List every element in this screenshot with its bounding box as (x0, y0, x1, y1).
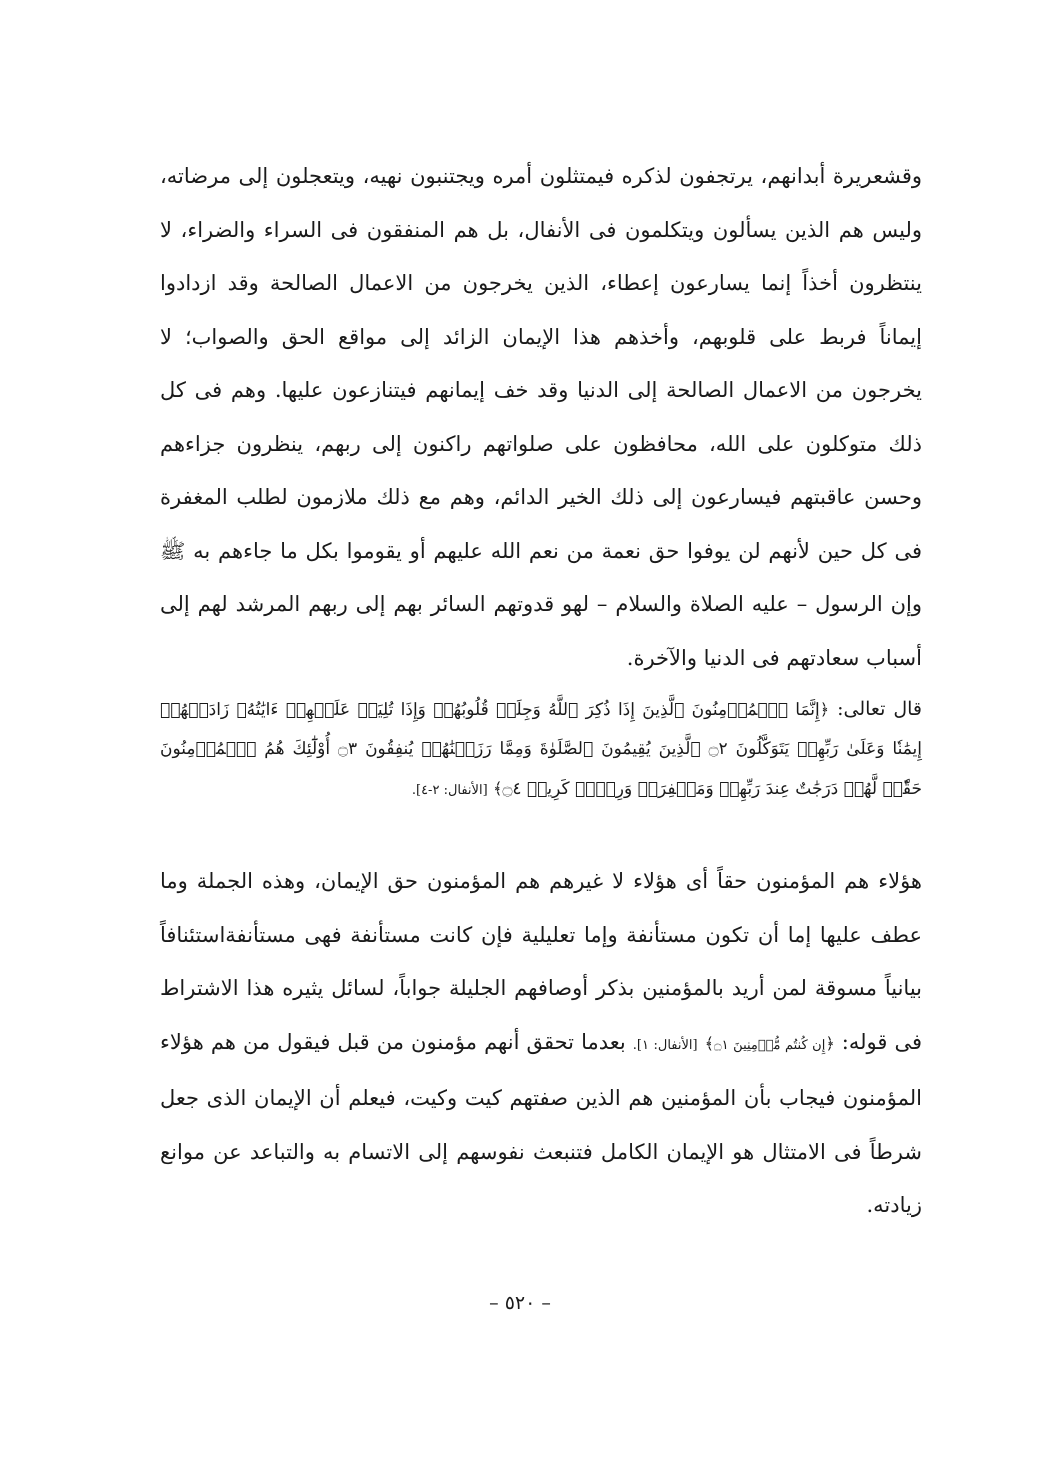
inline-verse-close-bracket: ﴾ (704, 1033, 715, 1053)
paragraph-2-text-b: بعدما تحقق أنهم مؤمنون من قبل فيقول من هم هؤلاء المؤمنون فيجاب بأن المؤمنين هم الذين صفتهم كيت وكيت، فيعلم أن الإيمان الذى جعل شرطاً فى الامتثال هو الإيمان الكامل فتنبعث نفوسهم إلى الاتسام به والتباعد عن موانع زيادته. (160, 1029, 922, 1217)
quote-verse-text: إِنَّمَا ٱلۡمُؤۡمِنُونَ ٱلَّذِينَ إِذَا ذُكِرَ ٱللَّهُ وَجِلَتۡ قُلُوبُهُمۡ وَإِذَا تُلِيَتۡ عَلَيۡهِمۡ ءَايَٰتُهُۥ زَادَتۡهُمۡ إِيمَٰنٗا وَعَلَىٰ رَبِّهِمۡ يَتَوَكَّلُونَ ۝٢ ٱلَّذِينَ يُقِيمُونَ ٱلصَّلَوٰةَ وَمِمَّا رَزَقۡنَٰهُمۡ يُنفِقُونَ ۝٣ أُوْلَٰٓئِكَ هُمُ ٱلۡمُؤۡمِنُونَ حَقّٗاۚ لَّهُمۡ دَرَجَٰتٌ عِندَ رَبِّهِمۡ وَمَغۡفِرَةٞ وَرِزۡقٞ كَرِيمٞ ۝٤ (160, 700, 922, 799)
quote-close-bracket: ﴾ (493, 779, 503, 798)
paragraph-2-text-a: هؤلاء هم المؤمنون حقاً أى هؤلاء لا غيرهم هم المؤمنون حق الإيمان، وهذه الجملة وما عطف عليها إما أن تكون مستأنفة وإما تعليلية فإن كانت مستأنفة فهى مستأنفةاستئنافاً بيانياً مسوقة لمن أريد بالمؤمنين بذكر أوصافهم الجليلة جواباً، لسائل يثيره هذا الاشتراط فى قوله: (160, 869, 923, 1054)
inline-verse-open-bracket: ﴿ (825, 1033, 835, 1053)
quote-reference: [الأنفال: ٢-٤]. (411, 783, 488, 798)
inline-verse-reference: [الأنفال: ١]. (632, 1037, 698, 1053)
inline-verse-text: إِن كُنتُم مُّؤۡمِنِينَ ۝١ (714, 1037, 826, 1053)
quran-quote-block (160, 690, 922, 810)
page-number: – ٥٢٠ – (489, 1292, 551, 1314)
quote-intro: قال تعالى: (829, 698, 923, 720)
body-paragraph-1: وقشعريرة أبدانهم، يرتجفون لذكره فيمتثلون أمره ويجتنبون نهيه، ويتعجلون إلى مرضاته، وليس هم الذين يسألون ويتكلمون فى الأنفال، بل هم المنفقون فى السراء والضراء، لا ينتظرون أخذاً إنما يسارعون إعطاء، الذين يخرجون من الاعمال الصالحة وقد ازدادوا إيماناً فربط على قلوبهم، وأخذهم هذا الإيمان الزائد إلى مواقع الحق والصواب؛ لا يخرجون من الاعمال الصالحة إلى الدنيا وقد خف إيمانهم فيتنازعون عليها. وهم فى كل ذلك متوكلون على الله، محافظون على صلواتهم راكنون إلى ربهم، ينظرون جزاءهم وحسن عاقبتهم فيسارعون إلى ذلك الخير الدائم، وهم مع ذلك ملازمون لطلب المغفرة فى كل حين لأنهم لن يوفوا حق نعمة من نعم الله عليهم أو يقوموا بكل ما جاءهم به ﷺ وإن الرسول – عليه الصلاة والسلام – لهو قدوتهم السائر بهم إلى ربهم المرشد لهم إلى أسباب سعادتهم فى الدنيا والآخرة. (160, 164, 922, 670)
quote-open-bracket: ﴿ (819, 700, 830, 719)
body-paragraph-2 (160, 855, 922, 1233)
